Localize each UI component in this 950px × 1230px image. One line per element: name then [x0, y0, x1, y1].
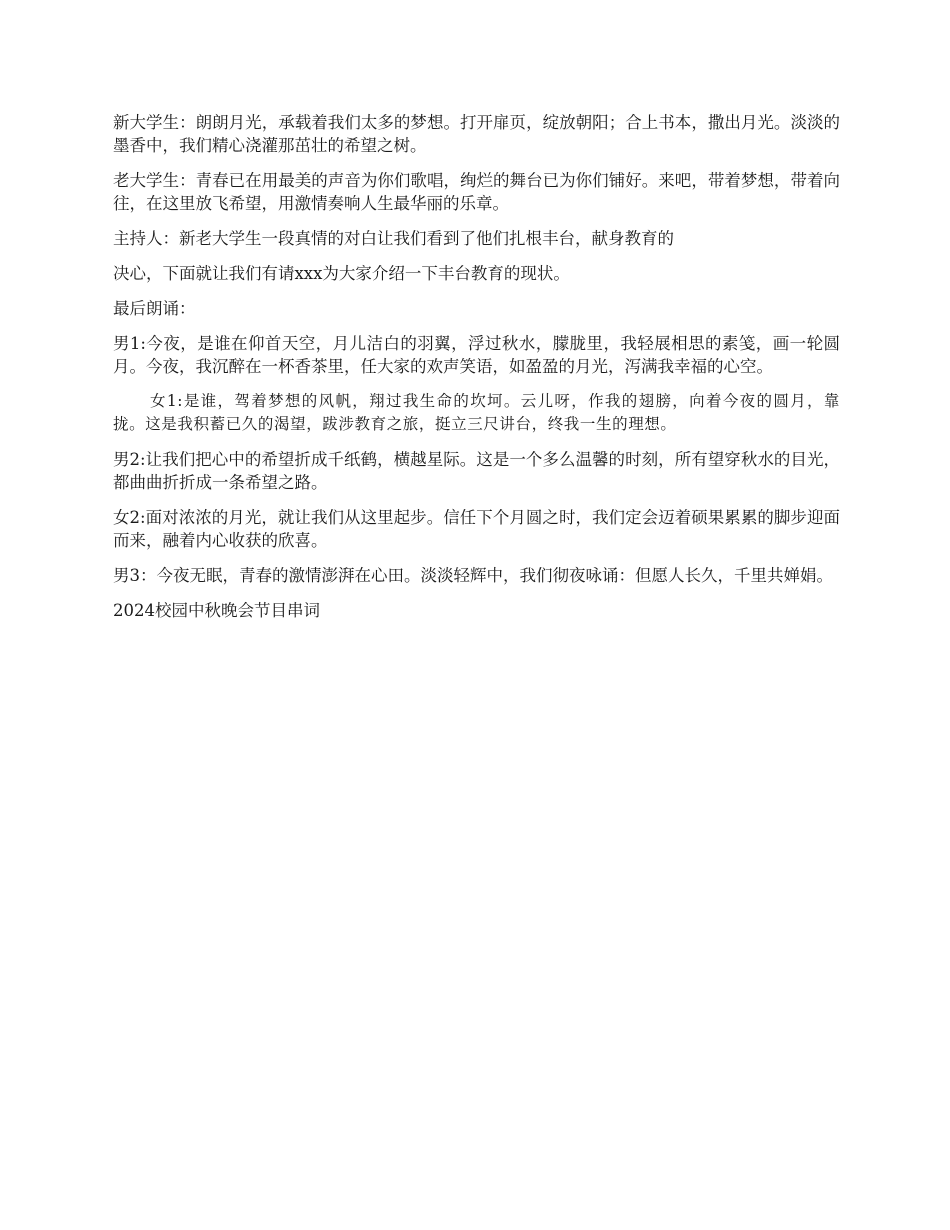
paragraph-final-recitation: 最后朗诵： [113, 299, 196, 318]
document-heading: 2024校园中秋晚会节目串词 [113, 601, 320, 620]
paragraph-new-student: 新大学生：朗朗月光，承载着我们太多的梦想。打开扉页，绽放朝阳；合上书本，撒出月光。淡淡的墨香中，我们精心浇灌那茁壮的希望之树。 [113, 113, 840, 155]
paragraph-old-student: 老大学生：青春已在用最美的声音为你们歌唱，绚烂的舞台已为你们铺好。来吧，带着梦想，带着向往，在这里放飞希望，用激情奏响人生最华丽的乐章。 [113, 171, 840, 213]
paragraph-male-3: 男3：今夜无眠，青春的激情澎湃在心田。淡淡轻辉中，我们彻夜咏诵：但愿人长久，千里共婵娟。 [113, 566, 833, 585]
paragraph-male-1: 男1:今夜，是谁在仰首天空，月儿洁白的羽翼，浮过秋水，朦胧里，我轻展相思的素笺，画一轮圆月。今夜，我沉醉在一杯香茶里，任大家的欢声笑语，如盈盈的月光，泻满我幸福的心空。 [113, 334, 840, 376]
paragraph-host-line-1: 主持人：新老大学生一段真情的对白让我们看到了他们扎根丰台，献身教育的 [113, 229, 674, 248]
paragraph-female-1: 女1:是谁，驾着梦想的风帆，翔过我生命的坎坷。云儿呀，作我的翅膀，向着今夜的圆月，靠拢。这是我积蓄已久的渴望，跋涉教育之旅，挺立三尺讲台，终我一生的理想。 [113, 392, 840, 433]
paragraph-male-2: 男2:让我们把心中的希望折成千纸鹤，横越星际。这是一个多么温馨的时刻，所有望穿秋水的目光，都曲曲折折成一条希望之路。 [113, 450, 840, 492]
document-page [113, 111, 840, 634]
paragraph-host-line-2: 决心，下面就让我们有请xxx为大家介绍一下丰台教育的现状。 [113, 264, 570, 283]
paragraph-female-2: 女2:面对浓浓的月光，就让我们从这里起步。信任下个月圆之时，我们定会迈着硕果累累的脚步迎面而来，融着内心收获的欣喜。 [113, 508, 840, 550]
